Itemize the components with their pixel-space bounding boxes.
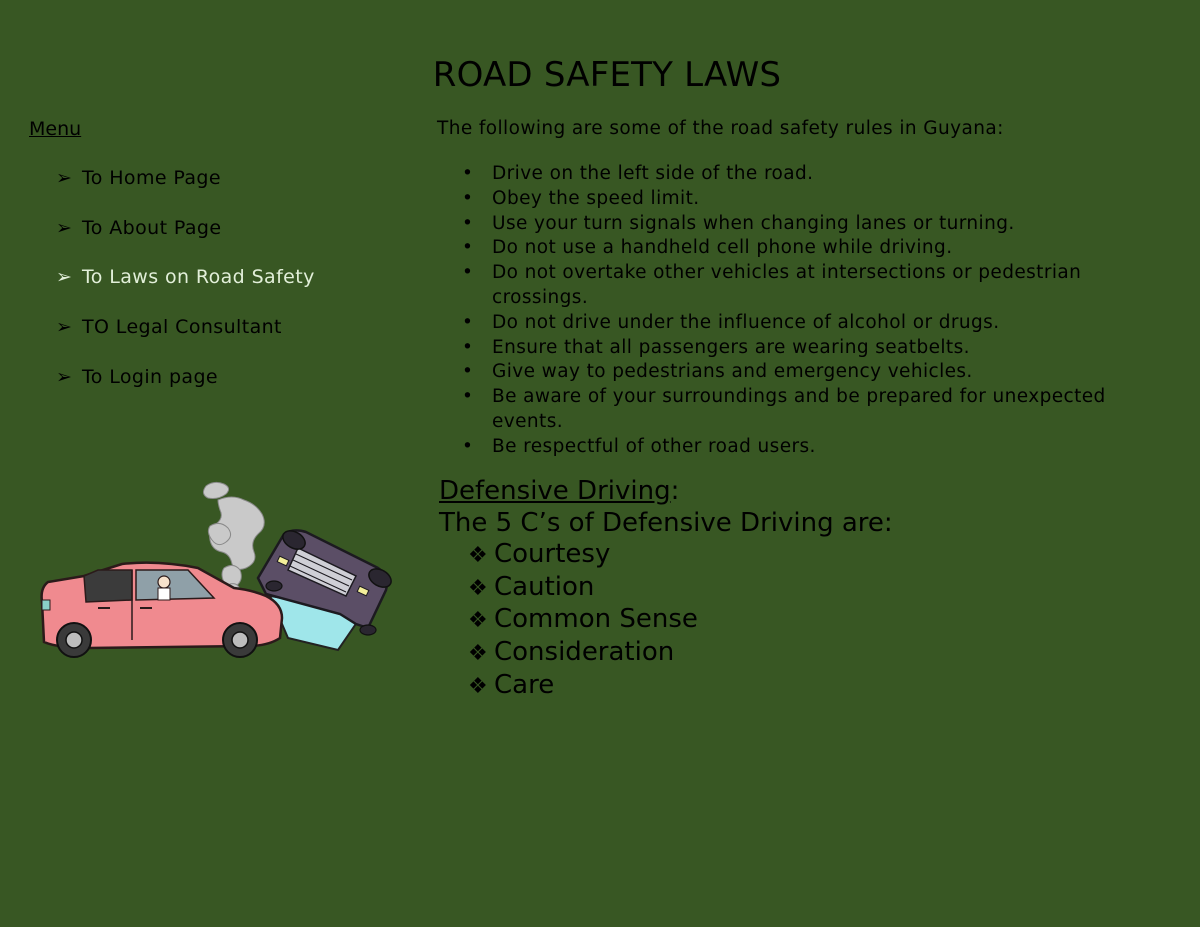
defensive-driving-section — [439, 476, 893, 702]
bullet-icon: • — [462, 361, 474, 383]
list-item — [462, 385, 1162, 435]
menu-item-label: To Home Page — [82, 167, 221, 189]
defensive-heading-text: Defensive Driving — [439, 476, 671, 506]
bullet-icon: • — [462, 187, 474, 209]
bullet-icon: • — [462, 212, 474, 234]
list-item — [462, 311, 1162, 336]
list-item — [462, 360, 1162, 385]
defensive-heading-suffix: : — [670, 476, 680, 506]
rule-text: Obey the speed limit. — [492, 187, 700, 209]
diamond-icon: ❖ — [468, 608, 488, 634]
bullet-icon: • — [462, 163, 474, 184]
diamond-icon: ❖ — [468, 543, 488, 569]
rule-text: Do not use a handheld cell phone while driving. — [492, 237, 953, 259]
list-item — [462, 236, 1162, 261]
rule-text: Be respectful of other road users. — [492, 435, 816, 457]
arrow-right-icon: ➢ — [56, 217, 73, 239]
rules-intro: The following are some of the road safety rules in Guyana: — [437, 118, 1004, 139]
c-item-text: Care — [494, 669, 555, 700]
menu-item-login[interactable] — [56, 366, 218, 388]
page-title: ROAD SAFETY LAWS — [432, 55, 782, 95]
c-item-text: Common Sense — [494, 604, 698, 635]
c-item-text: Consideration — [494, 636, 675, 667]
arrow-right-icon: ➢ — [56, 366, 73, 388]
menu-heading: Menu — [29, 118, 82, 140]
menu-item-label: TO Legal Consultant — [82, 316, 282, 338]
diamond-icon: ❖ — [468, 575, 488, 601]
rule-text: Ensure that all passengers are wearing seatbelts. — [492, 336, 970, 358]
list-item — [439, 539, 893, 572]
defensive-heading — [439, 476, 893, 508]
list-item — [439, 604, 893, 637]
bullet-icon: • — [462, 336, 474, 358]
arrow-right-icon: ➢ — [56, 316, 73, 338]
list-item — [439, 637, 893, 670]
bullet-icon: • — [462, 435, 474, 457]
menu-item-label: To Login page — [82, 366, 218, 388]
list-item — [439, 572, 893, 605]
c-item-text: Caution — [494, 571, 595, 602]
rule-text: Be aware of your surroundings and be prepared for unexpected events. — [492, 386, 1106, 432]
rule-text: Do not drive under the influence of alcohol or drugs. — [492, 311, 1000, 333]
five-cs-list — [439, 539, 893, 702]
arrow-right-icon: ➢ — [56, 167, 73, 189]
list-item — [439, 670, 893, 703]
menu-item-label: To About Page — [82, 217, 222, 239]
diamond-icon: ❖ — [468, 673, 488, 699]
rule-text: Drive on the left side of the road. — [492, 163, 814, 184]
list-item — [462, 162, 1162, 187]
list-item — [462, 336, 1162, 361]
rules-list — [462, 162, 1162, 460]
c-item-text: Courtesy — [494, 539, 611, 570]
bullet-icon: • — [462, 237, 474, 259]
list-item — [462, 187, 1162, 212]
rule-text: Use your turn signals when changing lanes or turning. — [492, 212, 1015, 234]
rule-text: Do not overtake other vehicles at intersections or pedestrian crossings. — [492, 262, 1082, 308]
arrow-right-icon: ➢ — [56, 266, 73, 288]
menu-item-about[interactable] — [56, 217, 221, 239]
menu-item-laws[interactable] — [56, 266, 315, 288]
menu-item-home[interactable] — [56, 167, 221, 189]
defensive-subheading: The 5 C’s of Defensive Driving are: — [439, 507, 893, 538]
rule-text: Give way to pedestrians and emergency vehicles. — [492, 361, 973, 383]
menu-item-label: To Laws on Road Safety — [82, 266, 315, 288]
list-item — [462, 435, 1162, 460]
bullet-icon: • — [462, 386, 474, 408]
diamond-icon: ❖ — [468, 640, 488, 666]
pink-car-icon — [42, 563, 282, 657]
list-item — [462, 212, 1162, 237]
car-crash-illustration — [38, 478, 398, 668]
list-item — [462, 261, 1162, 311]
bullet-icon: • — [462, 262, 474, 284]
bullet-icon: • — [462, 311, 474, 333]
menu-item-legal-consultant[interactable] — [56, 316, 282, 338]
